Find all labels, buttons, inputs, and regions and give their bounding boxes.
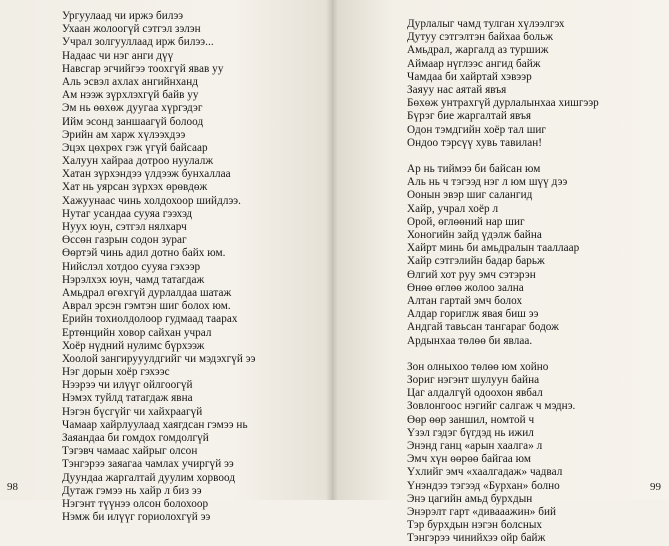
poem-line: Нэг дорын хоёр гэхээс xyxy=(62,366,170,379)
poem-line: Нэмэх туйлд татагдаж явна xyxy=(62,392,193,405)
poem-line: Аврал эрсэн гэмтэн шиг болох юм. xyxy=(62,300,231,313)
poem-line: Эмч хүн өөрөө байгаа юм xyxy=(407,453,532,466)
poem-line: Чамдаа би хайртай хэвээр xyxy=(407,70,532,83)
poem-line: Энэрэлт гарт «дивааажин» бий xyxy=(407,505,557,518)
poem-line: Хажуунаас чинь холдохоор шийдлээ. xyxy=(62,194,242,207)
poem-line: Нэмж би илүүг гориолохгүй ээ xyxy=(62,511,211,524)
poem-line: Үхлийг эмч «хаалгадаж» чадвал xyxy=(407,466,563,479)
poem-line: Надаас чи нэг анги дүү xyxy=(62,49,174,62)
poem-line: Бүрэг бие жаргалтай явъя xyxy=(407,110,532,123)
poem-line: Үзэл гэдэг бүгдэд нь ижил xyxy=(407,426,534,439)
poem-line: Бөхөж унтрахгүй дурлалынхаа хишгээр xyxy=(407,97,599,110)
poem-line: Өөр өөр заншил, номтой ч xyxy=(407,413,535,426)
poem-line: Өөртэй чинь адил дотно байх юм. xyxy=(62,247,226,260)
poem-line: Өнөө өглөө жолоо зална xyxy=(407,281,524,294)
poem-line: Ар нь тиймээ би байсан юм xyxy=(407,163,541,176)
poem-line: Нэрэлхэх юун, чамд татагдаж xyxy=(62,273,205,286)
poem-line: Аль эсвэл ахлах ангийнханд xyxy=(62,75,198,88)
poem-line: Амьдрал, жаргалд аз туршиж xyxy=(407,44,549,57)
poem-line: Нийслэл хотдоо сууяа гэхээр xyxy=(62,260,201,273)
poem-line: Алтан гартай эмч болох xyxy=(407,294,523,307)
poem-line: Ургуулаад чи иржэ билээ xyxy=(62,10,184,22)
poem-line: Тэгэвч чамаас хайрыг олсон xyxy=(62,445,198,458)
poem-line: Өлгий хот руу эмч сэтэрэн xyxy=(407,268,536,281)
poem-line: Тэнгэрээ заяагаа чамлах учиргүй ээ xyxy=(62,458,234,471)
poem-line: Хайр сэтгэлийн бадар барьж xyxy=(407,255,545,268)
book-gutter xyxy=(326,0,338,500)
poem-line: Ухаан жолоогүй сэтгэл зэлэн xyxy=(62,23,201,36)
poem-line: Нээрээ чи илүүг ойлгоогүй xyxy=(62,379,193,392)
poem-line: Хоёр нүдний нулимс бүрхээж xyxy=(62,339,205,352)
poem-line: Одон тэмдгийн хоёр тал шиг xyxy=(407,123,547,136)
poem-line: Ардынхаа төлөө би явлаа. xyxy=(407,334,533,347)
poem-line: Ерийн тохиолдолоор гудмаад таарах xyxy=(62,313,238,326)
poem-line: Цаг алдалгүй одоохон явбал xyxy=(407,387,543,400)
poem-line: Хоолой зангирууулдгийг чи мэдэхгүй ээ xyxy=(62,352,256,365)
poem-line: Дутуу сэтгэлтэн байхаа больж xyxy=(407,31,554,44)
poem-line: Нэгэнт түүнээ олсон болохоор xyxy=(62,497,209,510)
poem-line: Учрал золгууллаад ирж билээ... xyxy=(62,36,214,49)
poem-line: Дутаж гэмээ нь хайр л биз ээ xyxy=(62,484,202,497)
poem-line: Орой, өглөөний нар шиг xyxy=(407,215,525,228)
right-poem-text xyxy=(407,18,599,546)
poem-line: Ам нээж зүрхлэхгүй байв уу xyxy=(62,89,199,102)
right-page xyxy=(332,0,669,545)
poem-line: Дурлалыг чамд тулган хүлээлгэх xyxy=(407,18,565,30)
left-page xyxy=(0,0,332,524)
poem-line: Чамаар хайрлуулаад хаягдсан гэмээ нь xyxy=(62,418,248,431)
poem-line: Хоногийн зайд үдэлж байна xyxy=(407,229,542,241)
poem-line: Алдар гориглж явая биш ээ xyxy=(407,308,539,321)
poem-line: Эцэх цөхрөх гэж үгүй байсаар xyxy=(62,141,208,154)
poem-line: Энэ цагийн амьд бурхдын xyxy=(407,492,533,505)
poem-line: Нэгэн бүсгүйг чи хайхраагүй xyxy=(62,405,203,418)
poem-line: Аймаар нүглээс ангид байж xyxy=(407,57,541,70)
poem-line: Өссөн газрын содон зураг xyxy=(62,234,187,247)
poem-line: Хайр, учрал хоёр л xyxy=(407,202,499,215)
poem-line: Ондоо тэрсүү хувь тавилан! xyxy=(407,136,543,149)
poem-line xyxy=(407,348,599,361)
right-page-number: 99 xyxy=(650,481,661,493)
poem-line: Амьдрал өгөхгүй дурлалдаа шатаж xyxy=(62,286,232,299)
poem-line: Хатан зүрхэндээ үлдээж бунхаллаа xyxy=(62,168,231,181)
poem-line: Заяуу нас аятай явъя xyxy=(407,83,507,96)
poem-line: Энэнд ганц «арын хаалга» л xyxy=(407,440,543,452)
poem-line: Зовлонгоос нэгийг салгаж ч мэднэ. xyxy=(407,400,576,413)
poem-line: Хат нь уярсан зүрхэх өрөвдөж xyxy=(62,181,208,194)
poem-line: Заяандаа би гомдох гомдолгүй xyxy=(62,432,209,444)
poem-line: Эрийн ам харж хүлээхдээ xyxy=(62,128,186,141)
poem-line: Хайрт минь би амьдралын тааллаар xyxy=(407,242,580,255)
left-page-number: 98 xyxy=(7,481,18,493)
poem-line: Ийм эсонд заншаагүй болоод xyxy=(62,115,204,128)
poem-line: Нуух юун, сэтгэл нялхарч xyxy=(62,221,187,233)
poem-line: Дуундаа жаргалтай дуулим хорвоод xyxy=(62,471,236,484)
poem-line: Нутаг усандаа сууяа гээхэд xyxy=(62,207,193,220)
poem-line: Тэнгэрээ чинийхээ ойр байж xyxy=(407,532,546,545)
left-poem-text xyxy=(62,10,255,524)
poem-line: Халуун хайраа дотроо нуулалж xyxy=(62,155,214,168)
poem-line: Тэр бурхдын нэгэн болсных xyxy=(407,519,543,532)
poem-line xyxy=(407,150,599,163)
poem-line: Ертөнцийн ховор сайхан учрал xyxy=(62,326,212,339)
poem-line: Үнэндээ тэгээд «Бурхан» болно xyxy=(407,479,560,492)
poem-line: Навсгар эгчийгээ тоохгүй явав уу xyxy=(62,62,224,75)
poem-line: Зон олныхоо төлөө юм хойно xyxy=(407,360,549,373)
poem-line: Эм нь өөхөж дуугаа хүргэдэг xyxy=(62,102,203,115)
poem-line: Зориг нэгэнт шулуун байна xyxy=(407,374,540,387)
poem-line: Андгай тавьсан тангараг бодож xyxy=(407,321,559,334)
poem-line: Аль нь ч тэгээд нэг л юм шүү дээ xyxy=(407,176,568,189)
poem-line: Оонын эвэр шиг салангид xyxy=(407,189,533,202)
